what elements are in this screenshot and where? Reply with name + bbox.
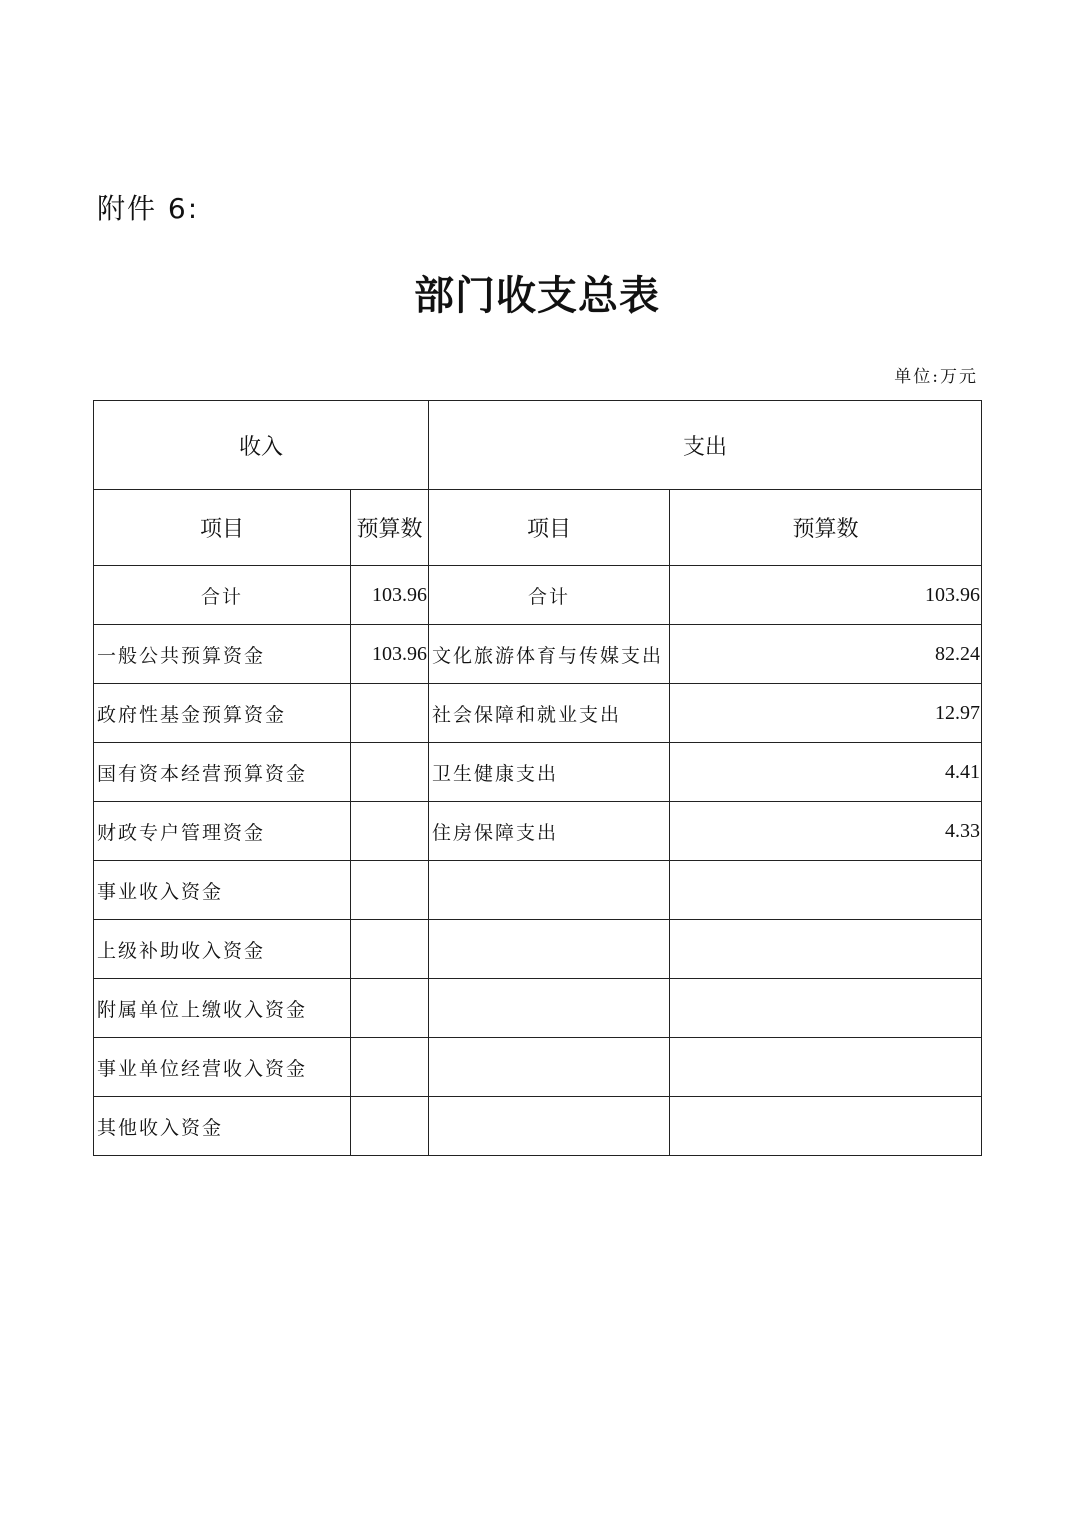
page-title: 部门收支总表 — [414, 272, 660, 319]
income-item-cell: 国有资本经营预算资金 — [94, 743, 351, 802]
expense-item-cell: 社会保障和就业支出 — [429, 684, 670, 743]
table-row — [94, 920, 982, 979]
income-value-cell — [351, 743, 429, 802]
income-group-header: 收入 — [94, 401, 429, 490]
table-row — [94, 625, 982, 684]
income-item-cell: 其他收入资金 — [94, 1097, 351, 1156]
income-item-cell: 事业收入资金 — [94, 861, 351, 920]
income-value-cell — [351, 802, 429, 861]
income-item-cell: 合计 — [94, 566, 351, 625]
expense-item-cell — [429, 1038, 670, 1097]
income-item-cell: 附属单位上缴收入资金 — [94, 979, 351, 1038]
expense-value-cell: 4.33 — [670, 802, 982, 861]
expense-value-cell — [670, 979, 982, 1038]
expense-value-cell — [670, 920, 982, 979]
income-value-cell — [351, 684, 429, 743]
expense-value-cell: 12.97 — [670, 684, 982, 743]
income-item-cell: 财政专户管理资金 — [94, 802, 351, 861]
income-item-cell: 事业单位经营收入资金 — [94, 1038, 351, 1097]
attachment-label: 附件 6: — [97, 192, 200, 225]
income-item-header: 项目 — [94, 490, 351, 566]
expense-value-cell — [670, 1097, 982, 1156]
income-value-cell — [351, 861, 429, 920]
unit-label: 单位:万元 — [894, 367, 978, 387]
income-item-cell: 一般公共预算资金 — [94, 625, 351, 684]
table-row — [94, 1038, 982, 1097]
expense-group-header: 支出 — [429, 401, 982, 490]
income-budget-header: 预算数 — [351, 490, 429, 566]
income-value-cell: 103.96 — [351, 566, 429, 625]
table-row — [94, 1097, 982, 1156]
table-row — [94, 684, 982, 743]
expense-item-cell — [429, 1097, 670, 1156]
expense-item-header: 项目 — [429, 490, 670, 566]
income-value-cell — [351, 1038, 429, 1097]
expense-item-cell: 文化旅游体育与传媒支出 — [429, 625, 670, 684]
expense-item-cell: 住房保障支出 — [429, 802, 670, 861]
income-item-cell: 上级补助收入资金 — [94, 920, 351, 979]
income-item-cell: 政府性基金预算资金 — [94, 684, 351, 743]
expense-value-cell — [670, 861, 982, 920]
expense-value-cell: 82.24 — [670, 625, 982, 684]
expense-item-cell — [429, 861, 670, 920]
expense-item-cell: 合计 — [429, 566, 670, 625]
income-value-cell — [351, 1097, 429, 1156]
expense-item-cell — [429, 979, 670, 1038]
budget-summary-table — [93, 400, 982, 1156]
expense-value-cell — [670, 1038, 982, 1097]
table-row — [94, 979, 982, 1038]
expense-item-cell: 卫生健康支出 — [429, 743, 670, 802]
table-row-total — [94, 566, 982, 625]
expense-item-cell — [429, 920, 670, 979]
expense-value-cell: 4.41 — [670, 743, 982, 802]
expense-value-cell: 103.96 — [670, 566, 982, 625]
income-value-cell — [351, 920, 429, 979]
income-value-cell — [351, 979, 429, 1038]
table-row — [94, 743, 982, 802]
group-header-row — [94, 401, 982, 490]
expense-budget-header: 预算数 — [670, 490, 982, 566]
table-row — [94, 861, 982, 920]
income-value-cell: 103.96 — [351, 625, 429, 684]
column-header-row — [94, 490, 982, 566]
table-row — [94, 802, 982, 861]
